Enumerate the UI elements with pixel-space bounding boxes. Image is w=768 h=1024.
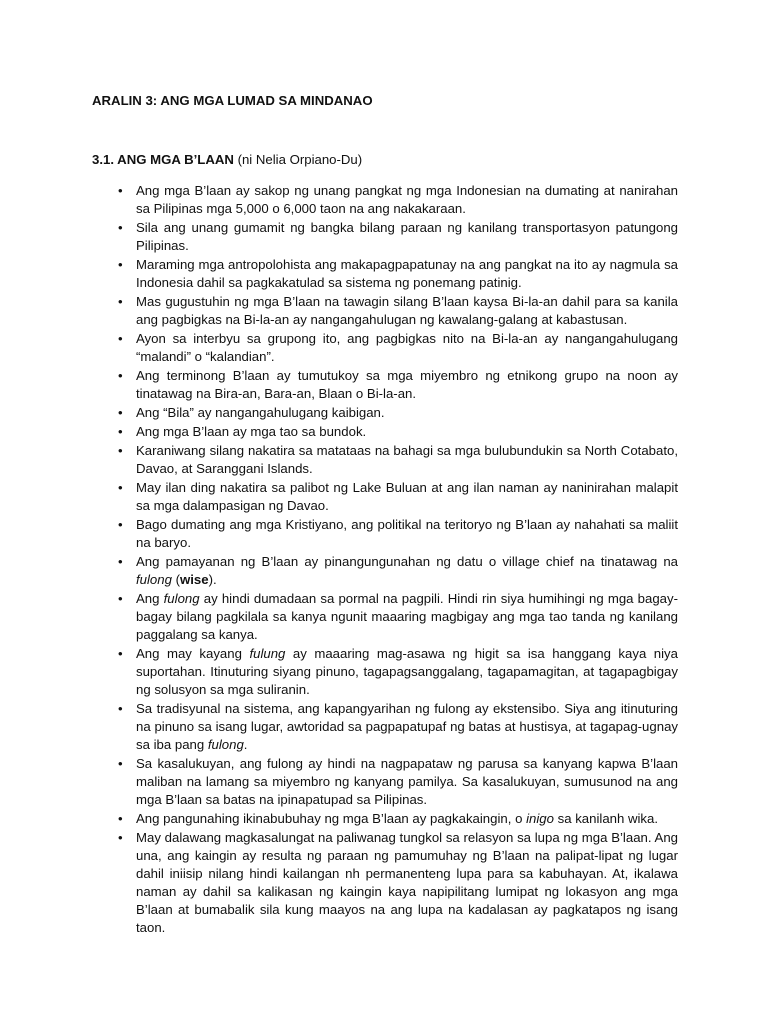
bullet-item [118,700,678,754]
bullet-item [118,590,678,644]
section-title: 3.1. ANG MGA B’LAAN [92,152,234,167]
bullet-text: Sila ang unang gumamit ng bangka bilang paraan ng kanilang transportasyon patungong Pilipinas. [136,220,678,253]
bullet-item [118,645,678,699]
bullet-text: ). [208,572,217,587]
bullet-dot-icon: • [118,480,123,495]
bullet-text: ay maaaring mag-asawa ng higit sa isa hanggang kaya niya suportahan. Itinuturing siyang pinuno, tagapagsanggalang, tagapamagitan, at tagapagbigay ng solusyon sa mga suliranin. [136,646,678,697]
bullet-dot-icon: • [118,591,123,606]
bullet-text: inigo [526,811,554,826]
bullet-text: Ang mga B’laan ay mga tao sa bundok. [136,424,367,439]
bullet-text: . [243,737,248,752]
bullet-text: May dalawang magkasalungat na paliwanag tungkol sa relasyon sa lupa ng mga B’laan. Ang una, ang kaingin ay resulta ng paraan ng pamumuhay ng B’laan na palipat-lipat ng lugar dahil iniisip nilang hindi kailangan nh permanenteng lupa para sa kabuhayan. At, ikalawa naman ay dahil sa kalikasan ng kaingin kaya napipilitang lumipat ng lokasyon ang mga B’laan at bumabalik sila kung maayos na ang lupa na kadalasan ay pagkatapos ng isang taon. [136,830,678,935]
bullet-text: Sa tradisyunal na sistema, ang kapangyarihan ng fulong ay ekstensibo. Siya ang itinuturing na pinuno sa isang lugar, awtoridad sa pagpapatupaf ng batas at hustisya, at tagapag-ugnay sa iba pang [136,701,678,752]
bullet-dot-icon: • [118,811,123,826]
bullet-text: Ang [136,591,164,606]
bullet-item [118,829,678,937]
bullet-item [118,404,678,422]
bullet-text: Ang “Bila” ay nangangahulugang kaibigan. [136,405,385,420]
bullet-item [118,553,678,589]
bullet-dot-icon: • [118,257,123,272]
bullet-dot-icon: • [118,368,123,383]
bullet-item [118,293,678,329]
bullet-text: fulong [207,737,244,752]
bullet-dot-icon: • [118,646,123,661]
bullet-text: Mas gugustuhin ng mga B’laan na tawagin silang B’laan kaysa Bi-la-an dahil para sa kanila ang pagbigkas na Bi-la-an ay nangangahulugan ng kawalang-galang at kabastusan. [136,294,678,327]
bullet-item [118,182,678,218]
section-author: (ni Nelia Orpiano-Du) [233,152,363,167]
bullet-text: Ang pamayanan ng B’laan ay pinangungunahan ng datu o village chief na tinatawag na [136,554,678,569]
bullet-text: Ang may kayang [136,646,250,661]
bullet-list [118,182,678,938]
bullet-dot-icon: • [118,331,123,346]
bullet-dot-icon: • [118,701,123,716]
bullet-text: Karaniwang silang nakatira sa matataas na bahagi sa mga bulubundukin sa North Cotabato, Davao, at Saranggani Islands. [136,443,678,476]
bullet-item [118,479,678,515]
bullet-text: fulung [249,646,286,661]
bullet-text: May ilan ding nakatira sa palibot ng Lake Buluan at ang ilan naman ay naninirahan malapit sa mga dalampasigan ng Davao. [136,480,678,513]
bullet-dot-icon: • [118,220,123,235]
bullet-text: Ang pangunahing ikinabubuhay ng mga B’laan ay pagkakaingin, o [136,811,527,826]
bullet-item [118,367,678,403]
bullet-item [118,516,678,552]
bullet-text: Sa kasalukuyan, ang fulong ay hindi na nagpapataw ng parusa sa kanyang kapwa B’laan maliban na lamang sa miyembro ng kanyang pamilya. Sa kasalukuyan, sumusunod na ang mga B’laan sa batas na ipinapatupad sa Pilipinas. [136,756,678,807]
section-heading [92,152,362,167]
document-title: ARALIN 3: ANG MGA LUMAD SA MINDANAO [92,93,373,108]
bullet-dot-icon: • [118,756,123,771]
bullet-item [118,256,678,292]
bullet-dot-icon: • [118,830,123,845]
bullet-dot-icon: • [118,554,123,569]
bullet-dot-icon: • [118,405,123,420]
bullet-text: ( [171,572,180,587]
bullet-dot-icon: • [118,424,123,439]
bullet-dot-icon: • [118,443,123,458]
bullet-item [118,219,678,255]
bullet-dot-icon: • [118,183,123,198]
bullet-text: fulong [136,572,172,587]
bullet-item [118,330,678,366]
bullet-text: Bago dumating ang mga Kristiyano, ang politikal na teritoryo ng B’laan ay nahahati sa maliit na baryo. [136,517,678,550]
bullet-item [118,423,678,441]
bullet-text: Ayon sa interbyu sa grupong ito, ang pagbigkas nito na Bi-la-an ay nangangahulugang “malandi” o “kalandian”. [136,331,678,364]
bullet-item [118,755,678,809]
bullet-text: ay hindi dumadaan sa pormal na pagpili. Hindi rin siya humihingi ng mga bagay-bagay bilang pagkilala sa kanya ngunit maaaring magbigay ang mga tao tanda ng kanilang paggalang sa kanya. [136,591,678,642]
bullet-text: Maraming mga antropolohista ang makapagpapatunay na ang pangkat na ito ay nagmula sa Indonesia dahil sa pagkakatulad sa sistema ng ponemang patinig. [136,257,678,290]
bullet-text: Ang terminong B’laan ay tumutukoy sa mga miyembro ng etnikong grupo na noon ay tinatawag na Bira-an, Bara-an, Blaan o Bi-la-an. [136,368,678,401]
bullet-item [118,810,678,828]
bullet-text: fulong [163,591,200,606]
bullet-dot-icon: • [118,517,123,532]
bullet-dot-icon: • [118,294,123,309]
bullet-text: sa kanilanh wika. [553,811,659,826]
bullet-text: wise [180,572,209,587]
bullet-text: Ang mga B’laan ay sakop ng unang pangkat ng mga Indonesian na dumating at nanirahan sa Pilipinas mga 5,000 o 6,000 taon na ang nakakaraan. [136,183,678,216]
bullet-item [118,442,678,478]
